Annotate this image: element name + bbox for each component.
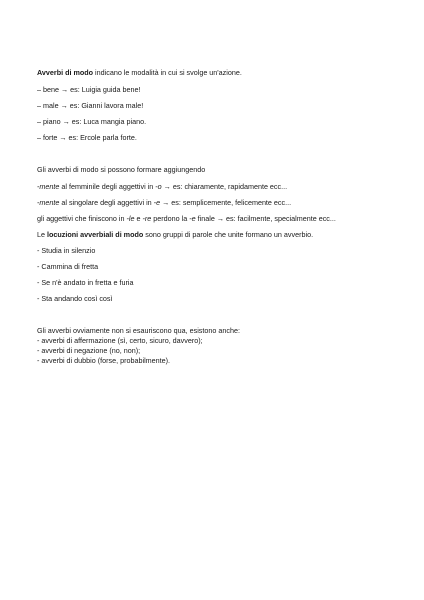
others-item: - avverbi di affermazione (sì, certo, sicuro, davvero); [37,336,203,345]
rule-text: gli aggettivi che finiscono in [37,214,127,223]
locuzioni-item: - Sta andando così così [37,294,113,303]
locuzioni-item: - Studia in silenzio [37,246,96,255]
rule-ending: -e [153,198,161,207]
locuzioni-pre: Le [37,230,47,239]
intro-line [37,68,242,77]
others-item: - avverbi di negazione (no, non); [37,346,141,355]
others-item: - avverbi di dubbio (forse, probabilmente). [37,356,171,365]
rule-ending: -re [142,214,152,223]
locuzioni-term: locuzioni avverbiali di modo [47,230,144,239]
rule-text: perdono la [151,214,190,223]
rule-ending: -le [126,214,135,223]
rule-ending: -o [155,182,162,191]
locuzioni-item: - Cammina di fretta [37,262,99,271]
intro-term: Avverbi di modo [37,68,94,77]
rule-text: al singolare degli aggettivi in [59,198,154,207]
example-line: – bene → es: Luigia guida bene! [37,85,141,94]
locuzioni-intro [37,230,313,239]
locuzioni-text: sono gruppi di parole che unite formano un avverbio. [143,230,314,239]
example-line: – piano → es: Luca mangia piano. [37,117,147,126]
rule-text: al femminile degli aggettivi in [59,182,156,191]
formation-rule-1 [37,182,287,191]
rule-text: e [134,214,143,223]
formation-heading: Gli avverbi di modo si possono formare aggiungendo [37,165,206,174]
formation-rule-3 [37,214,336,223]
example-line: – male → es: Gianni lavora male! [37,101,144,110]
rule-suffix: -mente [37,182,60,191]
rule-example: finale → es: facilmente, specialmente ecc... [195,214,336,223]
rule-suffix: -mente [37,198,60,207]
others-heading: Gli avverbi ovviamente non si esauriscono qua, esistono anche: [37,326,240,335]
formation-rule-2 [37,198,291,207]
intro-text: indicano le modalità in cui si svolge un'azione. [93,68,242,77]
rule-example: → es: semplicemente, felicemente ecc... [160,198,292,207]
example-line: – forte → es: Ercole parla forte. [37,133,137,142]
rule-ending: -e [189,214,196,223]
rule-example: → es: chiaramente, rapidamente ecc... [161,182,288,191]
locuzioni-item: - Se n'è andato in fretta e furia [37,278,134,287]
